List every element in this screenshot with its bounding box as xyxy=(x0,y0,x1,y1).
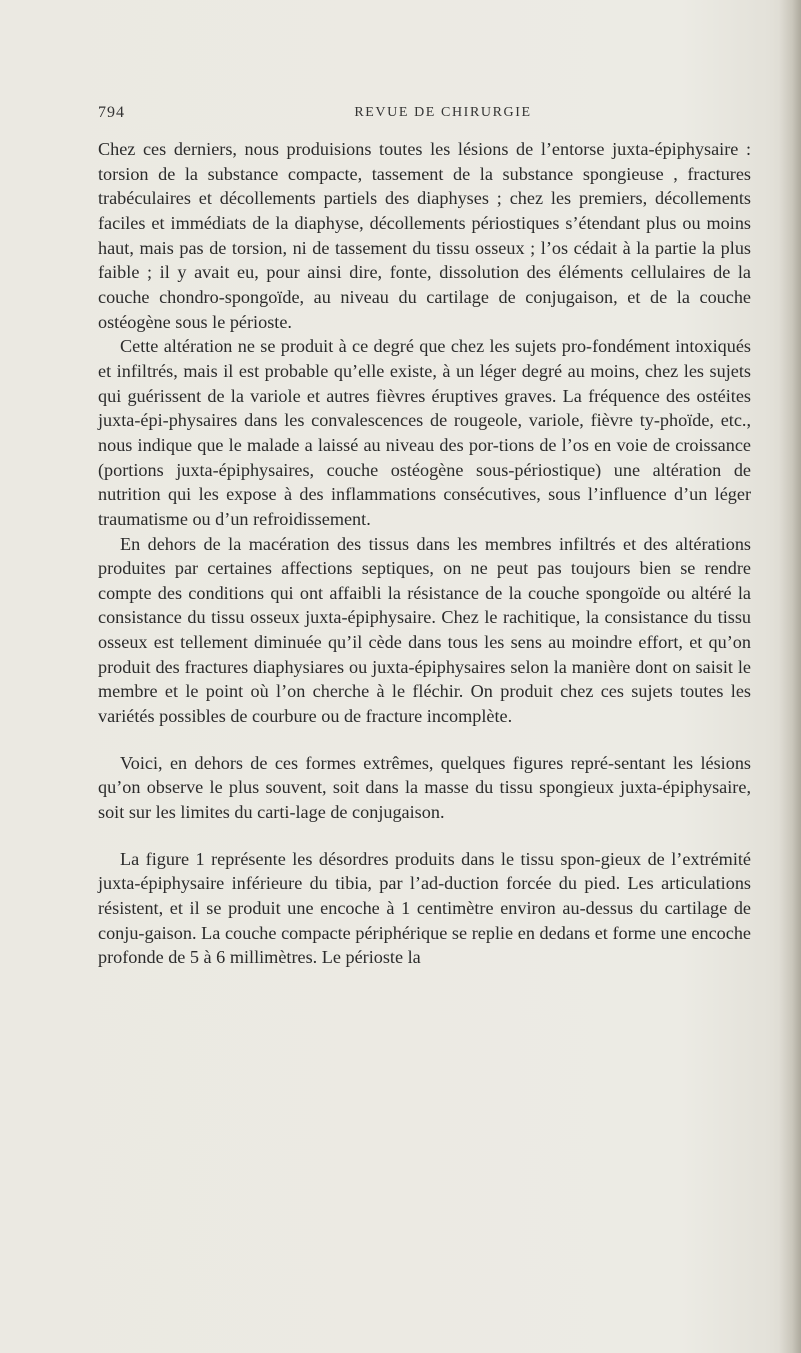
page-number: 794 xyxy=(98,104,125,121)
paragraph-1: Chez ces derniers, nous produisions toutes les lésions de l’entorse juxta-épiphysaire : torsion de la substance compacte, tassement de la substance spongieuse , fractures trabéculaires et décollements partiels des diaphyses ; chez les premiers, décollements faciles et immédiats de la diaphyse, décollements périostiques s’étendant plus ou moins haut, mais pas de torsion, ni de tassement du tissu osseux ; l’os cédait à la partie la plus faible ; il y avait eu, pour ainsi dire, fonte, dissolution des éléments cellulaires de la couche chondro-spongoïde, au niveau du cartilage de conjugaison, et de la couche ostéogène sous le périoste. xyxy=(98,139,751,332)
page-edge-shadow xyxy=(779,0,801,1353)
page-header xyxy=(98,104,748,130)
paragraph-5: La figure 1 représente les désordres produits dans le tissu spon-gieux de l’extrémité juxta-épiphysaire inférieure du tibia, par l’ad-duction forcée du pied. Les articulations résistent, et il se produit une encoche à 1 centimètre environ au-dessus du cartilage de conju-gaison. La couche compacte périphérique se replie en dedans et forme une encoche profonde de 5 à 6 millimètres. Le périoste la xyxy=(98,848,751,968)
running-title: REVUE DE CHIRURGIE xyxy=(354,105,532,120)
paragraph-2: Cette altération ne se produit à ce degré que chez les sujets pro-fondément intoxiqués et infiltrés, mais il est probable qu’elle existe, à un léger degré au moins, chez les sujets qui guérissent de la variole et autres fièvres éruptives graves. La fréquence des ostéites juxta-épi-physaires dans les convalescences de rougeole, variole, fièvre ty-phoïde, etc., nous indique que le malade a laissé au niveau des por-tions de l’os en voie de croissance (portions juxta-épiphysaires, couche ostéogène sous-périostique) une altération de nutrition qui les expose à des inflammations consécutives, sous l’influence d’un léger traumatisme ou d’un refroidissement. xyxy=(98,336,751,529)
paragraph-3: En dehors de la macération des tissus dans les membres infiltrés et des altérations produites par certaines affections septiques, on ne peut pas toujours bien se rendre compte des conditions qui ont affaibli la résistance de la couche spongoïde ou altéré la consistance du tissu osseux juxta-épiphysaire. Chez le rachitique, la consistance du tissu osseux est tellement diminuée qu’il cède dans tous les sens au moindre effort, et qu’on produit des fractures diaphysiares ou juxta-épiphysaires selon la manière dont on saisit le membre et le point où l’on cherche à le fléchir. On produit chez ces sujets toutes les variétés possibles de courbure ou de fracture incomplète. xyxy=(98,533,751,727)
paragraph-4: Voici, en dehors de ces formes extrêmes, quelques figures repré-sentant les lésions qu’on observe le plus souvent, soit dans la masse du tissu spongieux juxta-épiphysaire, soit sur les limites du carti-lage de conjugaison. xyxy=(98,752,751,823)
article-body xyxy=(98,137,751,970)
